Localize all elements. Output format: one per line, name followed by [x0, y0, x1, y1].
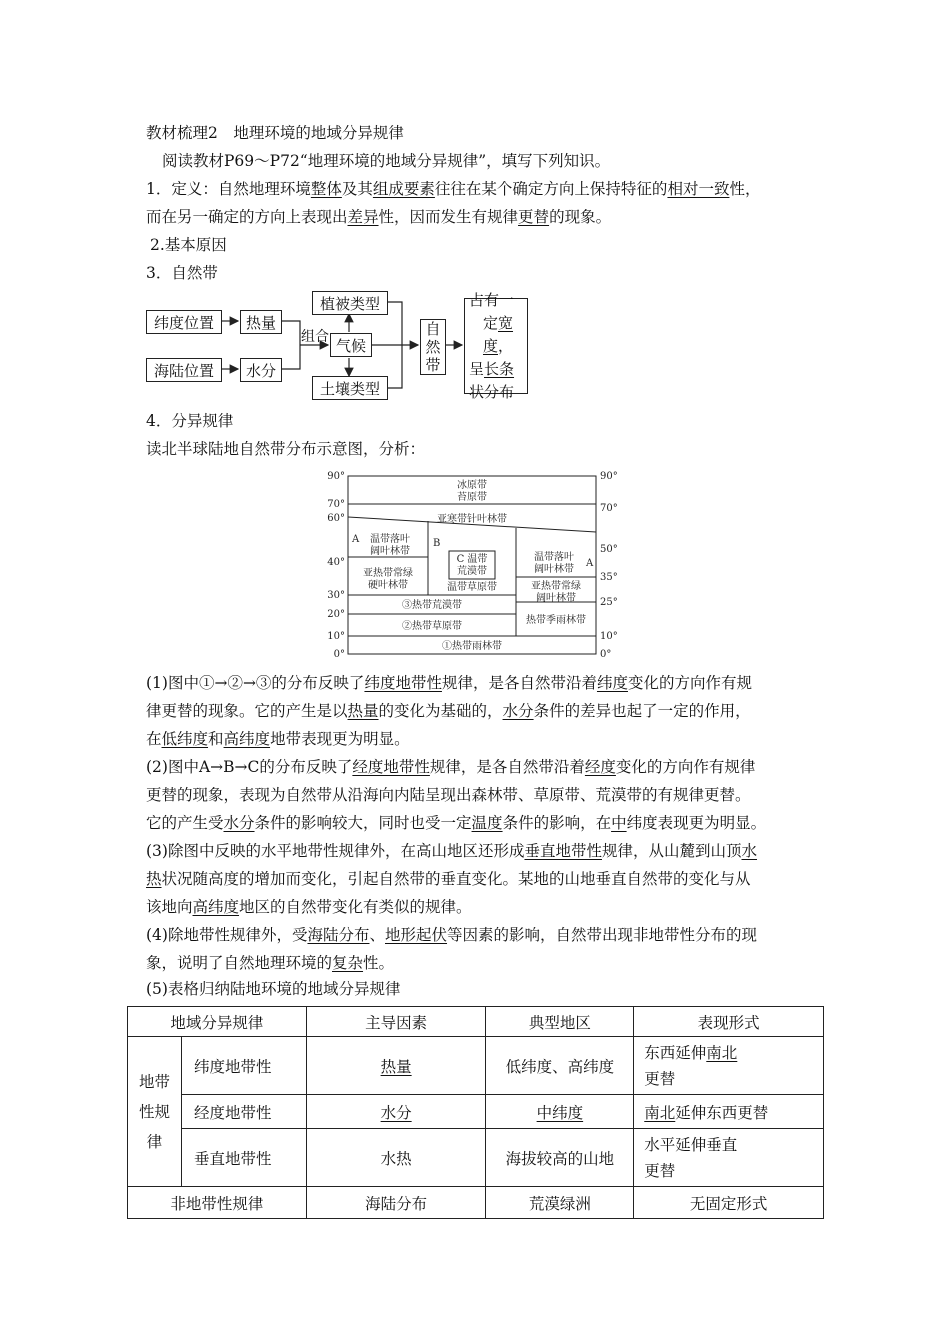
area-cell: 低纬度、高纬度: [486, 1037, 634, 1095]
q1-line-1: [146, 672, 752, 694]
answer: 高纬度: [223, 730, 271, 748]
answer: 海陆分布: [307, 926, 370, 944]
natural-zone-distribution-figure: [320, 464, 630, 664]
lat-right-35: 35°: [600, 572, 618, 583]
definition-line-2: [146, 206, 611, 228]
answer: 相对一致: [667, 180, 730, 198]
law-name-cell: 经度地带性: [181, 1095, 306, 1129]
answer: 温度: [471, 814, 503, 832]
monsoon-label: 热带季雨林带: [526, 615, 586, 626]
lat-right-25: 25°: [600, 597, 618, 608]
text: 规律，是各自然带沿着: [429, 758, 585, 776]
q1-line-3: [146, 728, 410, 750]
answer: 纬度: [596, 674, 628, 692]
answer: 更替: [518, 208, 550, 226]
text: (4)除地带性规律外，受: [146, 926, 308, 944]
sub-hard-1: 亚热带常绿: [363, 568, 413, 579]
table-row: [128, 1095, 824, 1129]
lat-left-20: 20°: [327, 609, 345, 620]
text: 律更替的现象。它的产生是以: [146, 702, 348, 720]
text: 纬度表现更为明显。: [626, 814, 767, 832]
text: 规律，是各自然带沿着: [441, 674, 597, 692]
temp-steppe-label: 温带草原带: [447, 582, 497, 593]
text: 律: [146, 1132, 163, 1151]
text: 性，因而发生有规律: [378, 208, 519, 226]
text: 东西延伸: [644, 1043, 707, 1062]
lat-left-40: 40°: [327, 557, 345, 568]
text: 状分布: [469, 382, 515, 401]
q3-line-2: [146, 868, 751, 890]
lat-right-10: 10°: [600, 631, 618, 642]
area-cell: 海拔较高的山地: [486, 1129, 634, 1187]
q5-title: (5)表格归纳陆地环境的地域分异规律: [146, 980, 401, 998]
tundra-label: 苔原带: [457, 492, 487, 503]
text: 更替: [644, 1161, 676, 1180]
answer: 经度地带性: [352, 758, 430, 776]
natural-zone-box: [420, 319, 446, 375]
q3-line-3: [146, 896, 472, 918]
b-label: B: [433, 538, 441, 549]
form-cell: 无固定形式: [634, 1187, 824, 1219]
natural-zone-flow-diagram: [0, 0, 950, 400]
law-name-cell: 非地带性规律: [128, 1187, 307, 1219]
answer: 水: [741, 842, 758, 860]
text: 象，说明了自然地理环境的: [146, 954, 333, 972]
text: [469, 312, 527, 358]
zonal-group-cell: [128, 1037, 182, 1187]
section-heading: 教材梳理2 地理环境的地域分异规律: [146, 124, 404, 142]
answer: 差异: [347, 208, 379, 226]
flow-arrows: [0, 0, 950, 400]
lat-right-0: 0°: [600, 649, 612, 660]
text: 呈: [469, 359, 485, 378]
header-cell: 表现形式: [634, 1007, 824, 1037]
temp-dec-left-2: 阔叶林带: [370, 546, 410, 557]
text: 的现象。: [549, 208, 612, 226]
ice-zone-label: 冰原带: [457, 480, 487, 491]
lat-right-50: 50°: [600, 544, 618, 555]
answer: 长条: [484, 359, 515, 378]
latitude-box: 纬度位置: [146, 310, 222, 334]
text: 规律，从山麓到山顶: [601, 842, 742, 860]
text: 条件的影响较大，同时也受一定: [254, 814, 472, 832]
answer: 水分: [380, 1103, 412, 1122]
text: 带: [425, 356, 441, 374]
table-header-row: [128, 1007, 824, 1037]
lat-left-60: 60°: [327, 513, 345, 524]
text: 延伸东西更替: [675, 1103, 769, 1122]
climate-box: 气候: [330, 333, 372, 357]
form-cell: [634, 1095, 824, 1129]
text: 1．定义：自然地理环境: [146, 180, 311, 198]
lat-right-90: 90°: [600, 471, 618, 482]
text: 水平延伸垂直: [644, 1135, 738, 1154]
sub-hard-2: 硬叶林带: [368, 580, 408, 591]
factor-cell: [306, 1095, 486, 1129]
c-desert-2: 荒漠带: [457, 566, 487, 577]
text: 更替: [644, 1069, 676, 1088]
form-cell: [634, 1129, 824, 1187]
answer: 热: [146, 870, 162, 888]
answer: 南北: [706, 1043, 738, 1062]
taiga-label: 亚寒带针叶林带: [437, 514, 507, 525]
q2-line-2: 更替的现象，表现为自然带从沿海向内陆呈现出森林带、草原带、荒漠带的有规律更替。: [146, 786, 751, 804]
text: 占有一: [469, 290, 515, 309]
lat-left-30: 30°: [327, 590, 345, 601]
form-cell: [634, 1037, 824, 1095]
a-right-label: A: [586, 558, 594, 569]
soil-box: 土壤类型: [312, 376, 388, 400]
temp-dec-left-1: 温带落叶: [370, 534, 410, 545]
c-desert-1: C 温带: [456, 554, 488, 565]
text: 该地向: [146, 898, 193, 916]
factor-cell: 水热: [306, 1129, 486, 1187]
lat-left-0: 0°: [333, 649, 345, 660]
text: 地区的自然带变化有类似的规律。: [239, 898, 472, 916]
law-name-cell: 垂直地带性: [181, 1129, 306, 1187]
answer: 低纬度: [161, 730, 209, 748]
summary-table: [127, 1006, 824, 1219]
text: 它的产生受: [146, 814, 224, 832]
answer: 宽度: [482, 313, 514, 355]
text: 性。: [363, 954, 395, 972]
area-cell: 荒漠绿洲: [486, 1187, 634, 1219]
q1-line-2: [146, 700, 751, 722]
answer: 垂直地带性: [524, 842, 602, 860]
text: 变化的方向作有规律: [615, 758, 756, 776]
lat-left-90: 90°: [327, 471, 345, 482]
header-cell: 典型地区: [486, 1007, 634, 1037]
answer: 热量: [380, 1057, 412, 1076]
text: (2)图中A→B→C的分布反映了: [146, 758, 353, 776]
lat-right-70: 70°: [600, 503, 618, 514]
answer: 中: [611, 814, 627, 832]
text: 然: [425, 338, 441, 356]
definition-line-1: [146, 178, 760, 200]
zone-result-box: [464, 290, 528, 401]
a-left-label: A: [352, 534, 360, 545]
answer: 中纬度: [536, 1103, 584, 1122]
header-cell: 地域分异规律: [128, 1007, 307, 1037]
text: 而在另一确定的方向上表现出: [146, 208, 348, 226]
text: 的变化为基础的，: [378, 702, 503, 720]
heat-box: 热量: [240, 310, 282, 334]
text: 和: [208, 730, 224, 748]
answer: 整体: [310, 180, 342, 198]
answer: 复杂: [332, 954, 364, 972]
natural-zone-title: 3．自然带: [146, 264, 218, 282]
table-row: [128, 1129, 824, 1187]
savanna-label: ②热带草原带: [402, 621, 462, 632]
table-row: [128, 1037, 824, 1095]
land-sea-box: 海陆位置: [146, 358, 222, 382]
q4-line-1: [146, 924, 757, 946]
answer: 水分: [502, 702, 534, 720]
answer: 组成要素: [372, 180, 435, 198]
text: 地带: [138, 1072, 170, 1091]
lat-left-70: 70°: [327, 499, 345, 510]
vegetation-box: 植被类型: [312, 291, 388, 315]
q4-line-2: [146, 952, 394, 974]
answer: 南北: [644, 1103, 676, 1122]
trop-desert-label: ③热带荒漠带: [402, 600, 462, 611]
q2-line-3: [146, 812, 766, 834]
area-cell: [486, 1095, 634, 1129]
answer: 热量: [347, 702, 379, 720]
text: ，: [498, 336, 514, 355]
text: 状况随高度的增加而变化，引起自然带的垂直变化。某地的山地垂直自然带的变化与从: [161, 870, 751, 888]
text: 自: [425, 320, 441, 338]
table-row: [128, 1187, 824, 1219]
text: 在: [146, 730, 162, 748]
text: 定: [482, 313, 498, 332]
lat-left-10: 10°: [327, 631, 345, 642]
text: 条件的影响，在: [502, 814, 612, 832]
text: 及其: [341, 180, 373, 198]
temp-dec-right-1: 温带落叶: [534, 552, 574, 563]
text: 、: [369, 926, 385, 944]
text: 地带表现更为明显。: [270, 730, 410, 748]
answer: 水分: [223, 814, 255, 832]
answer: 地形起伏: [385, 926, 448, 944]
text: 往往在某个确定方向上保持特征的: [434, 180, 668, 198]
text: 等因素的影响，自然带出现非地带性分布的现: [447, 926, 758, 944]
intro-text: 阅读教材P69～P72“地理环境的地域分异规律”，填写下列知识。: [162, 152, 611, 170]
header-cell: 主导因素: [306, 1007, 486, 1037]
law-name-cell: 纬度地带性: [181, 1037, 306, 1095]
text: 条件的差异也起了一定的作用，: [533, 702, 751, 720]
text: 性，: [729, 180, 761, 198]
law-title: 4．分异规律: [146, 412, 234, 430]
q2-line-1: [146, 756, 755, 778]
basic-cause-title: 2.基本原因: [150, 236, 227, 254]
temp-dec-right-2: 阔叶林带: [534, 564, 574, 575]
factor-cell: 海陆分布: [306, 1187, 486, 1219]
rainforest-label: ①热带雨林带: [442, 641, 502, 652]
water-box: 水分: [240, 358, 282, 382]
text: (1)图中①→②→③的分布反映了: [146, 674, 365, 692]
text: [469, 358, 514, 381]
q3-line-1: [146, 840, 757, 862]
factor-cell: [306, 1037, 486, 1095]
text: 性规: [138, 1102, 170, 1121]
text: (3)除图中反映的水平地带性规律外，在高山地区还形成: [146, 842, 525, 860]
combine-label: 组合: [301, 329, 329, 345]
text: 变化的方向作有规: [627, 674, 752, 692]
sub-broad-2: 阔叶林带: [536, 593, 576, 604]
answer: 纬度地带性: [364, 674, 442, 692]
answer: 经度: [584, 758, 616, 776]
sub-broad-1: 亚热带常绿: [531, 581, 581, 592]
answer: 高纬度: [192, 898, 240, 916]
read-instruction: 读北半球陆地自然带分布示意图，分析：: [146, 440, 426, 458]
